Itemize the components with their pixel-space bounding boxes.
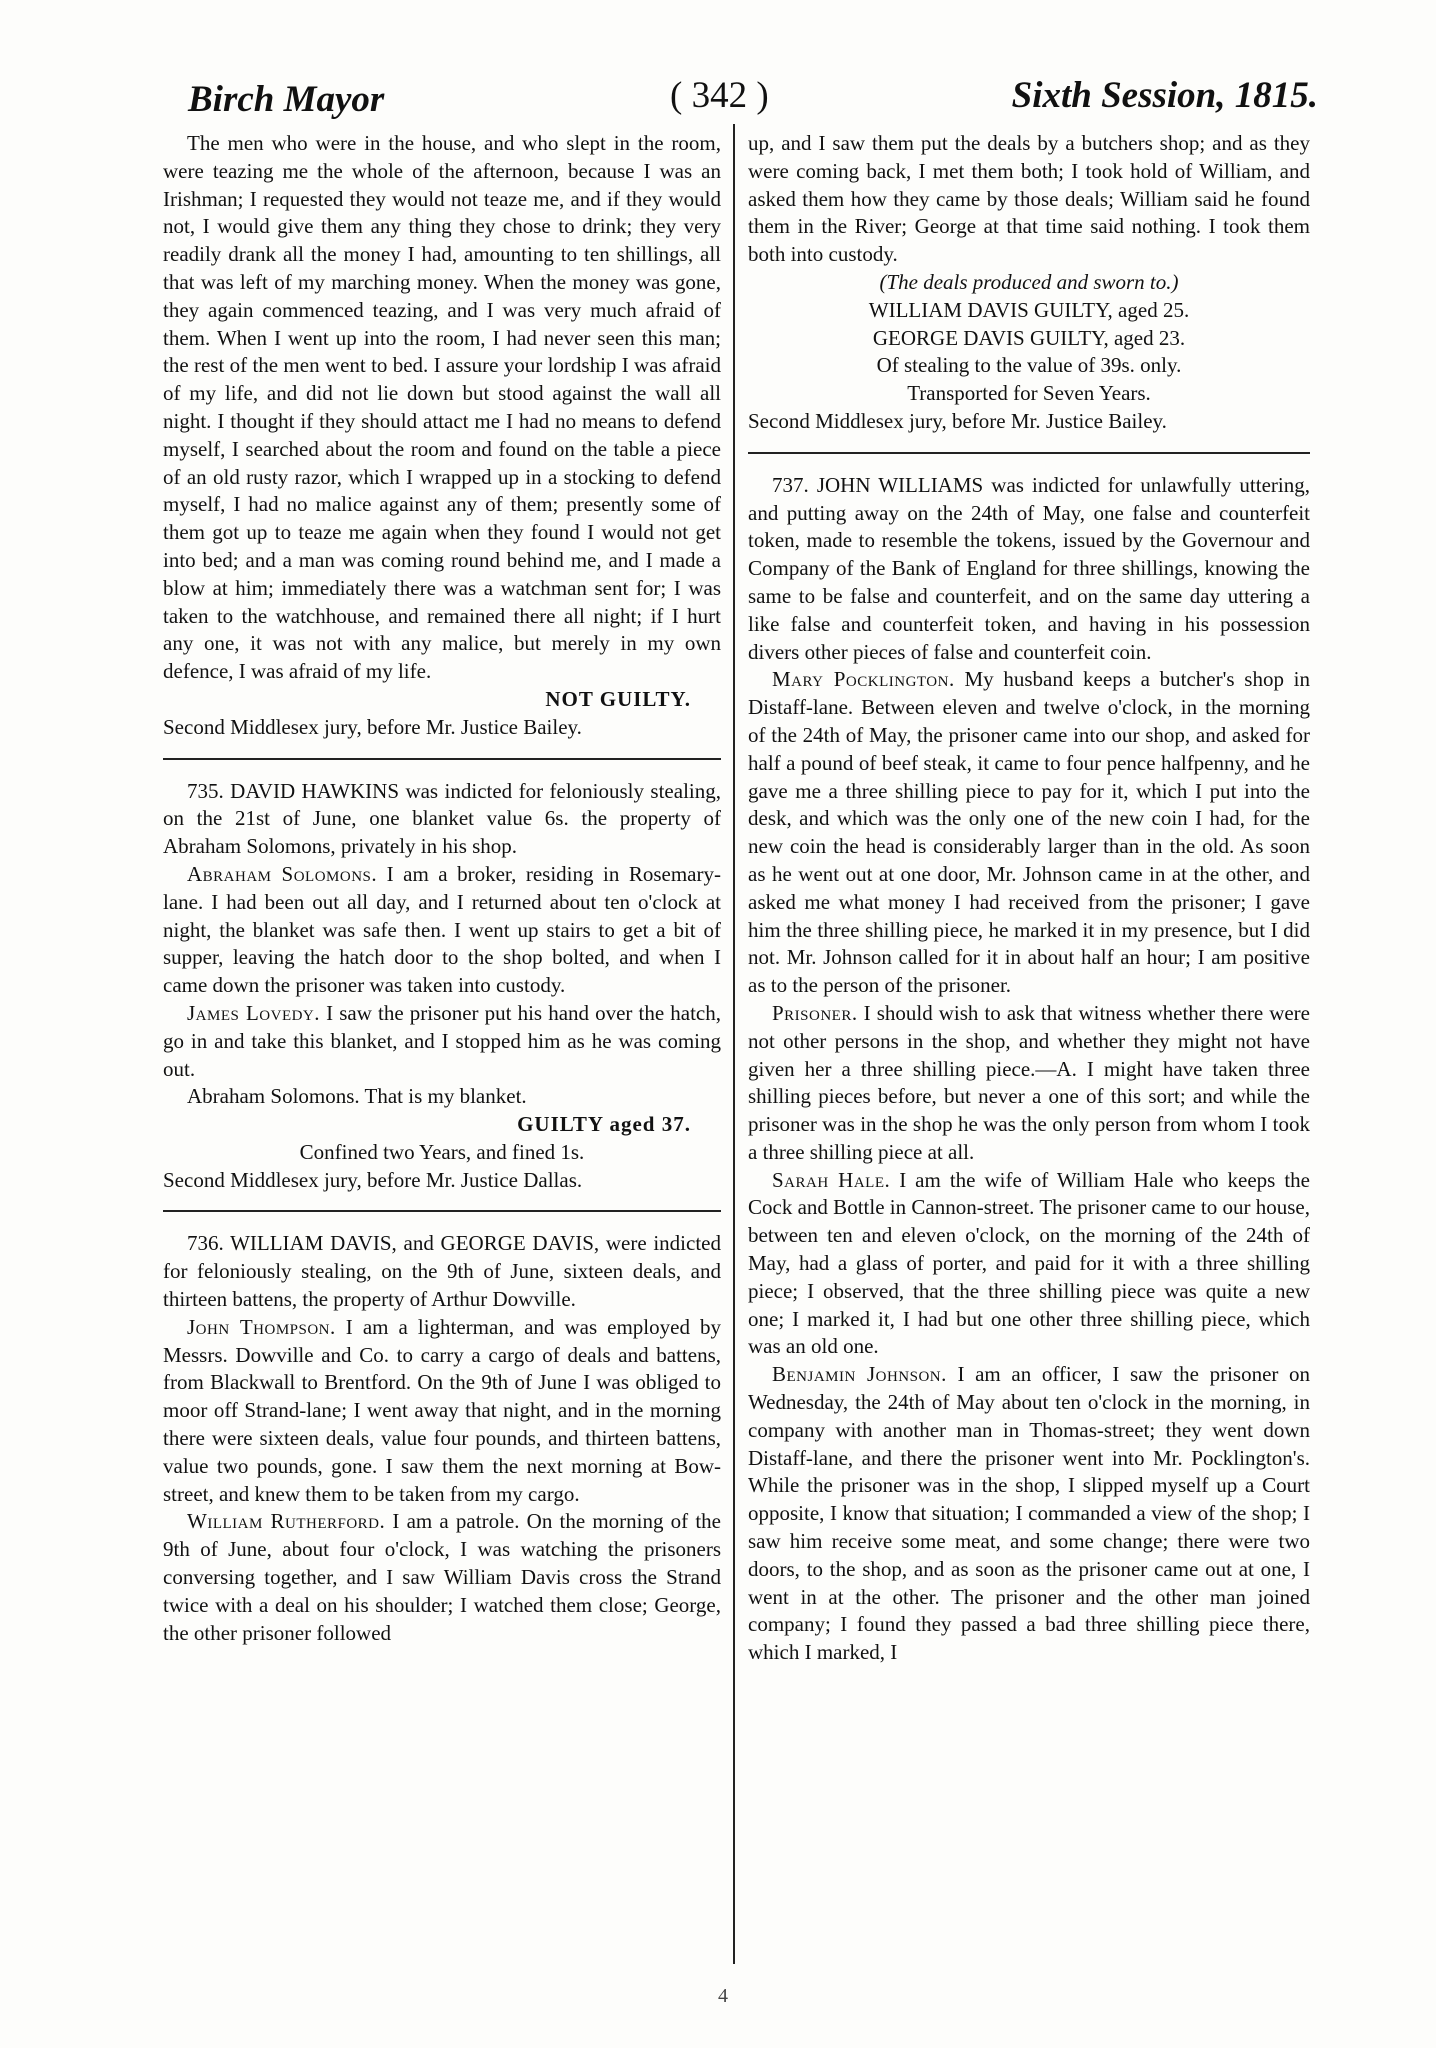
witness-testimony (748, 666, 1310, 1000)
right-column (748, 130, 1310, 1667)
witness-text: I am a lighterman, and was employed by Messrs. Dowville and Co. to carry a cargo of deals and battens, from Blackwall to Brentford. On the 9th of June I was obliged to moor off Strand-lane; I went away that night, and in the morning there were sixteen deals, value four pounds, and thirteen battens, value two pounds, gone. I saw them the next morning at Bow-street, and knew them to be taken from my cargo. (163, 1314, 721, 1506)
sentence-736: Transported for Seven Years. (907, 381, 1151, 406)
jury-line: Second Middlesex jury, before Mr. Justice Bailey. (748, 408, 1167, 433)
witness-text: I am the wife of William Hale who keeps the Cock and Bottle in Cannon-street. The prisoner came to our house, between ten and eleven o'clock, on the morning of the 24th of May, had a glass of porter, and paid for it with a three shilling piece; I observed, that the three shilling piece was quite a new one; I marked it, I had but one other three shilling piece, which was an old one. (748, 1167, 1310, 1359)
prisoner-question (748, 1000, 1310, 1167)
witness-text: My husband keeps a butcher's shop in Distaff-lane. Between eleven and twelve o'clock, in the morning of the 24th of May, the prisoner came into our shop, and asked for half a pound of beef steak, it came to four pence halfpenny, and he gave me a three shilling piece to pay for it, which I put into the desk, and which was the only one of the new coin I had, for the new coin the head is considerably larger than in the old. As soon as he went out at one door, Mr. Johnson came in at the other, and asked me what money I had received from the prisoner; I gave him the three shilling piece, he marked it in my presence, but I did not. Mr. Johnson called for it in about half an hour; I am positive as to the person of the prisoner. (748, 667, 1310, 998)
value-736: Of stealing to the value of 39s. only. (876, 353, 1182, 378)
witness-testimony (748, 1361, 1310, 1667)
verdict-735: GUILTY aged 37. (517, 1112, 691, 1137)
witness-text: I am a patrole. On the morning of the 9th of June, about four o'clock, I was watching the prisoners conversing together, and I saw William Davis cross the Strand twice with a deal on his shoulder; I watched them close; George, the other prisoner followed (163, 1509, 721, 1645)
witness-name: James Lovedy. (187, 1000, 321, 1025)
exhibit-note: (The deals produced and sworn to.) (879, 269, 1179, 294)
jury-line: Second Middlesex jury, before Mr. Justice Dallas. (163, 1167, 583, 1192)
header-session: Sixth Session, 1815. (1011, 75, 1318, 116)
verdict-736-george: GEORGE DAVIS GUILTY, aged 23. (872, 325, 1186, 350)
witness-text: I am a broker, residing in Rosemary-lane. I had been out all day, and I returned about ten o'clock at night, the blanket was safe then. I went up stairs to get a bit of supper, leaving the hatch door to the shop bolted, and when I came down the prisoner was taken into custody. (163, 861, 721, 998)
case-736-indictment: 736. WILLIAM DAVIS, and GEORGE DAVIS, were indicted for feloniously stealing, on the 9th of June, sixteen deals, and thirteen battens, the property of Arthur Dowville. (163, 1231, 721, 1312)
witness-text: I saw the prisoner put his hand over the hatch, go in and take this blanket, and I stopped him as he was coming out. (163, 1000, 722, 1081)
witness-testimony (163, 1508, 721, 1647)
witness-text: I am an officer, I saw the prisoner on Wednesday, the 24th of May about ten o'clock in the morning, in company with another man in Thomas-street; they went down Distaff-lane, and there the prisoner went into Mr. Pocklington's. While the prisoner was in the shop, I slipped myself up a Court opposite, I know that situation; I commanded a view of the shop; I saw him receive some meat, and some change; there were two doors, to the shop, and as soon as the prisoner came out at one, I went in at the other. The prisoner and the other man joined company; I found they passed a bad three shilling piece there, which I marked, I (748, 1362, 1311, 1665)
speaker-name: Prisoner. (772, 1000, 858, 1025)
witness-name: Mary Pocklington. (772, 667, 955, 692)
case-737-indictment: 737. JOHN WILLIAMS was indicted for unlawfully uttering, and putting away on the 24th of May, one false and counterfeit token, made to resemble the tokens, issued by the Governour and Company of the Bank of England for three shillings, knowing the same to be false and counterfeit, and on the same day uttering a like false and counterfeit token, and having in his possession divers other pieces of false and counterfeit coin. (748, 472, 1310, 664)
witness-identification: Abraham Solomons. That is my blanket. (187, 1084, 527, 1109)
header-mayor: Birch Mayor (188, 79, 385, 120)
speaker-text: I should wish to ask that witness whether there were not other persons in the shop, and whether they might not have given her a three shilling piece.—A. I might have taken three shilling pieces before, but never a one of this sort; and while the prisoner was in the shop he was the only person from whom I took a three shilling piece at all. (748, 1000, 1310, 1164)
case-735-indictment: 735. DAVID HAWKINS was indicted for feloniously stealing, on the 21st of June, one blanket value 6s. the property of Abraham Solomons, privately in his shop. (163, 778, 721, 859)
verdict-not-guilty: NOT GUILTY. (545, 686, 691, 711)
witness-name: John Thompson. (187, 1314, 336, 1339)
left-column (163, 130, 721, 1647)
case-divider (163, 758, 721, 760)
witness-name: Sarah Hale. (772, 1167, 891, 1192)
witness-testimony (163, 861, 721, 1000)
witness-name: Benjamin Johnson. (772, 1362, 947, 1387)
page-header (160, 72, 1318, 132)
signature-mark: 4 (718, 1985, 728, 2007)
defendant-statement: The men who were in the house, and who slept in the room, were teazing me the whole of the afternoon, because I was an Irishman; I requested they would not teaze me, and if they would not, I would give them any thing they chose to drink; they very readily drank all the money I had, amounting to ten shillings, all that was left of my marching money. When the money was gone, they again commenced teazing, and I was very much afraid of them. When I went up into the room, I had never seen this man; the rest of the men went to bed. I assure your lordship I was afraid of my life, and did not lie down but stood against the wall all night. I thought if they should attact me I had no means to defend myself, I searched about the room and found on the table a piece of an old rusty razor, which I wrapped up in a stocking to defend myself, I had no malice against any of them; presently some of them got up to teaze me again when they found I would not get into bed; and a man was coming round behind me, and I made a blow at him; immediately there was a watchman sent for; I was taken to the watchhouse, and remained there all night; if I hurt any one, it was not with any malice, but merely in my own defence, I was afraid of my life. (163, 131, 721, 684)
testimony-continued: up, and I saw them put the deals by a butchers shop; and as they were coming back, I met them both; I took hold of William, and asked them how they came by those deals; William said he found them in the River; George at that time said nothing. I took them both into custody. (748, 131, 1310, 267)
case-divider (748, 452, 1310, 454)
case-divider (163, 1210, 721, 1212)
column-divider (733, 124, 735, 1964)
sentence-735: Confined two Years, and fined 1s. (299, 1139, 585, 1164)
witness-name: Abraham Solomons. (187, 861, 378, 886)
page-number: ( 342 ) (670, 75, 769, 116)
witness-testimony (163, 1314, 721, 1509)
jury-line: Second Middlesex jury, before Mr. Justice Bailey. (163, 714, 582, 739)
witness-name: William Rutherford. (187, 1509, 386, 1534)
witness-testimony (163, 1000, 721, 1083)
witness-testimony (748, 1167, 1310, 1362)
verdict-736-william: WILLIAM DAVIS GUILTY, aged 25. (868, 297, 1190, 322)
